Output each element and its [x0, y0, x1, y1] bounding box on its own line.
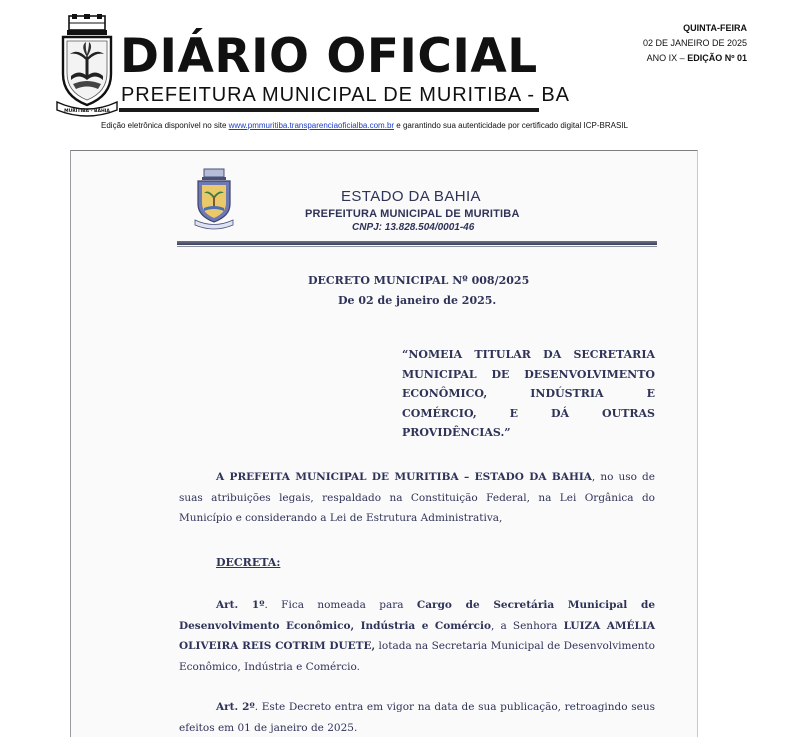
article-1-text-b: , a Senhora: [490, 619, 564, 632]
letterhead-rule-thin: [177, 246, 657, 247]
edition-number: EDIÇÃO Nº 01: [687, 53, 747, 63]
article-1-text-a: . Fica nomeada para: [264, 599, 417, 611]
letterhead-prefeitura: PREFEITURA MUNICIPAL DE MURITIBA: [305, 208, 520, 220]
article-2-label: Art. 2º: [216, 701, 255, 713]
notice-suffix: e garantindo sua autenticidade por certificado digital ICP-BRASIL: [396, 121, 628, 130]
year-label: ANO IX –: [646, 53, 685, 63]
municipal-crest-icon: [56, 14, 118, 118]
preamble-authority: A PREFEITA MUNICIPAL DE MURITIBA – ESTADO DA BAHIA: [216, 471, 592, 483]
header-divider: [119, 108, 539, 112]
article-2-text: . Este Decreto entra em vigor na data de sua publicação, retroagindo seus efeitos em 01 de janeiro de 2025.: [179, 701, 655, 734]
article-1-label: Art. 1º: [216, 599, 265, 611]
decree-date: De 02 de janeiro de 2025.: [338, 294, 497, 307]
weekday: QUINTA-FEIRA: [683, 23, 747, 33]
decree-preamble: [179, 467, 655, 529]
article-2: [179, 697, 655, 737]
article-1-appointee: LUIZA AMÉLIA OLIVEIRA REIS COTRIM DUETE,: [179, 619, 655, 653]
newspaper-subtitle: PREFEITURA MUNICIPAL DE MURITIBA - BA: [121, 84, 570, 106]
decreta-heading: DECRETA:: [216, 556, 281, 569]
scanned-decree-page: [70, 150, 698, 737]
authenticity-notice: [101, 121, 628, 131]
notice-prefix: Edição eletrônica disponível no site: [101, 121, 227, 130]
article-1-text-c: lotada na Secretaria Municipal de Desenvolvimento Econômico, Indústria e Comércio.: [179, 640, 655, 674]
publication-date: 02 DE JANEIRO DE 2025: [642, 38, 747, 48]
crest-ribbon-text: MURITIBA - BAHIA: [64, 109, 110, 114]
letterhead-rule: [177, 241, 657, 245]
decree-title: DECRETO MUNICIPAL Nº 008/2025: [308, 274, 530, 287]
newspaper-title: DIÁRIO OFICIAL: [120, 29, 538, 84]
preamble-text: , no uso de suas atribuições legais, respaldado na Constituição Federal, na Lei Orgânica do Município e considerando a Lei de Estrutura Administrativa,: [179, 471, 655, 525]
edition-info: [643, 21, 747, 66]
letterhead-crest-icon: [194, 168, 234, 230]
transparency-link[interactable]: www.pmmuritiba.transparenciaoficialba.com.br: [228, 121, 395, 130]
edition-line: [643, 51, 747, 66]
letterhead-cnpj: CNPJ: 13.828.504/0001-46: [352, 222, 475, 233]
decree-ementa: “NOMEIA TITULAR DA SECRETARIA MUNICIPAL DE DESENVOLVIMENTO ECONÔMICO, INDÚSTRIA E COMÉRCIO, E DÁ OUTRAS PROVIDÊNCIAS.”: [402, 348, 655, 439]
article-1: [179, 595, 655, 678]
letterhead-state: ESTADO DA BAHIA: [341, 188, 481, 205]
article-1-role: Cargo de Secretária Municipal de Desenvolvimento Econômico, Indústria e Comércio: [179, 599, 656, 632]
